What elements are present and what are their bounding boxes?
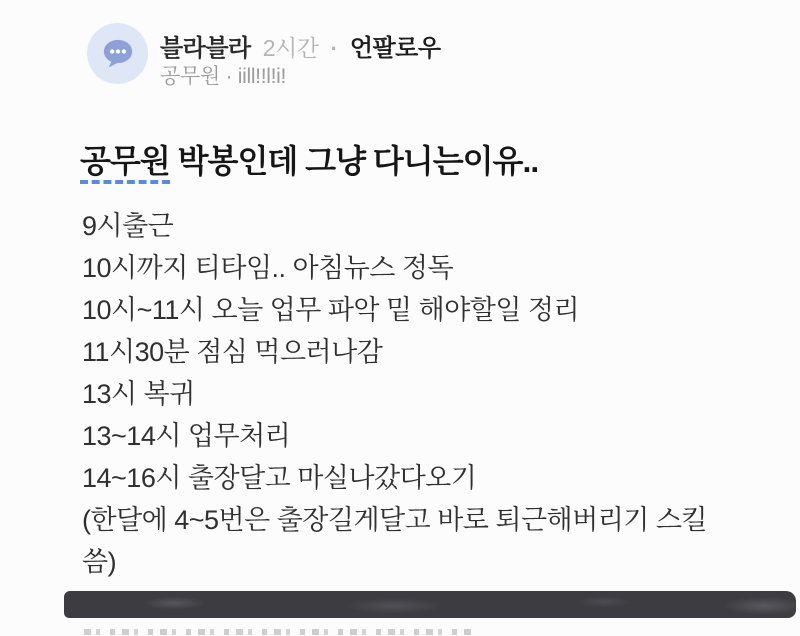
unfollow-button[interactable]: 언팔로우 — [349, 35, 441, 62]
post-title-rest: 박봉인데 그냥 다니는이유.. — [169, 143, 539, 179]
speech-bubble-icon — [98, 34, 138, 74]
body-line: 씀) — [82, 547, 117, 577]
body-line: 10시~11시 오늘 업무 파악 밑 해야할일 정리 — [82, 295, 580, 325]
body-line: 13시 복귀 — [82, 379, 195, 409]
post-body — [82, 205, 707, 583]
body-line: 14~16시 출장달고 마실나갔다오기 — [82, 463, 477, 493]
spellchecked-word: 공무원 — [80, 143, 170, 184]
avatar[interactable] — [87, 23, 148, 84]
cutoff-text-marks — [84, 629, 476, 635]
post-title — [80, 136, 538, 182]
body-line: 11시30분 점심 먹으러나감 — [82, 337, 383, 367]
header-separator-dot: · — [330, 36, 338, 61]
body-line: 9시출근 — [82, 211, 174, 241]
body-line: (한달에 4~5번은 출장길게달고 바로 퇴근해버리기 스킬 — [82, 505, 708, 535]
body-line: 10시까지 티타임.. 아침뉴스 정독 — [82, 253, 454, 283]
timestamp: 2시간 — [262, 35, 319, 61]
author-name[interactable]: 블라블라 — [160, 35, 251, 62]
post-header — [160, 28, 441, 63]
redaction-scribble — [64, 591, 796, 618]
author-subtitle: 공무원 · iill!!l!i! — [160, 65, 287, 88]
body-line: 13~14시 업무처리 — [82, 421, 291, 451]
